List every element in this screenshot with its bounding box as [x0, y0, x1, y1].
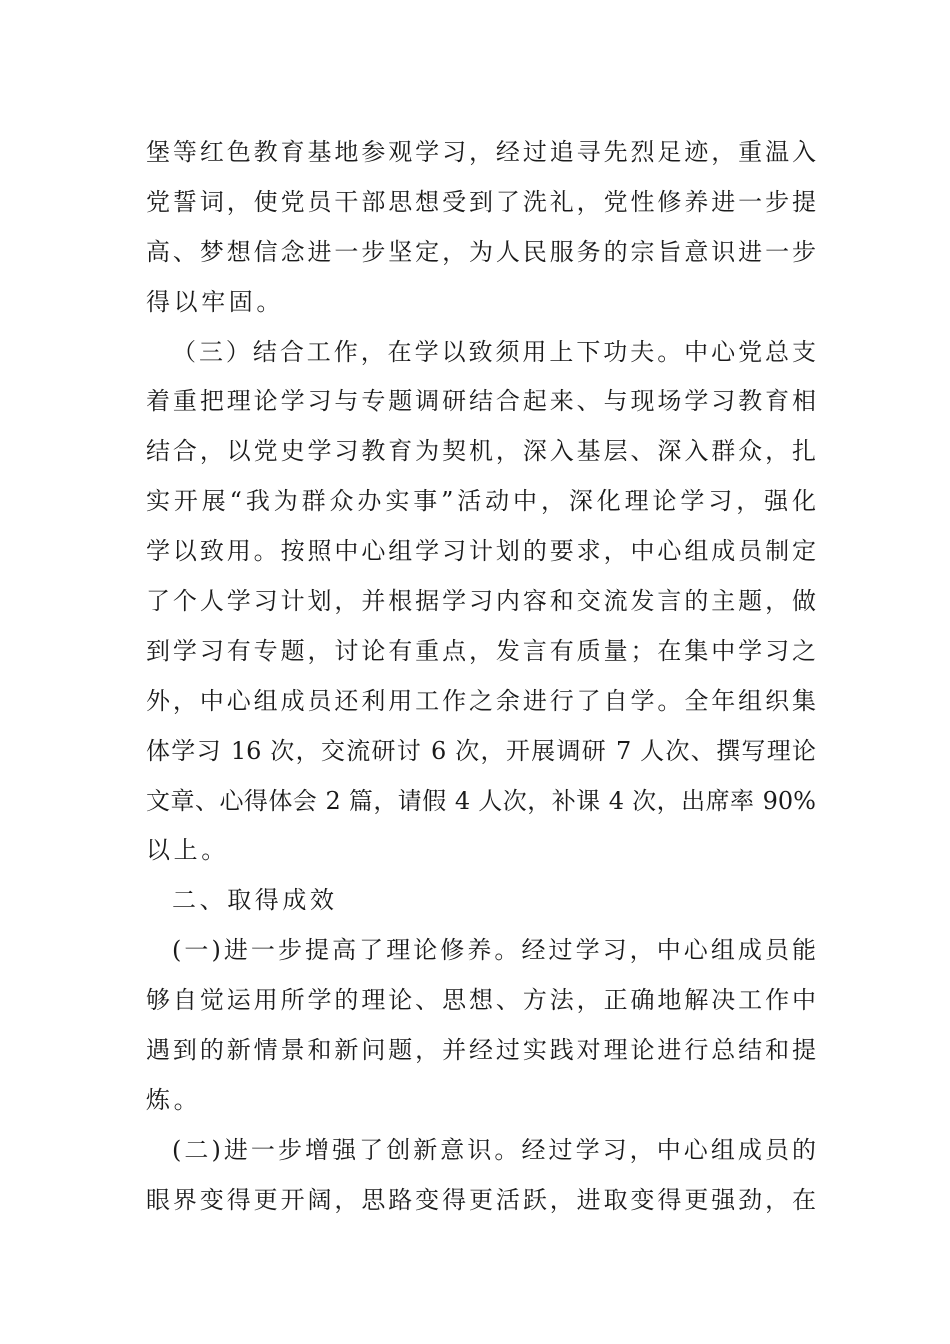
text-line: 了个人学习计划，并根据学习内容和交流发言的主题，做	[146, 587, 816, 616]
text-line: （三）结合工作，在学以致须用上下功夫。中心党总支	[172, 337, 816, 366]
text-line: (一)进一步提高了理论修养。经过学习，中心组成员能	[172, 936, 816, 965]
text-line: (二)进一步增强了创新意识。经过学习，中心组成员的	[172, 1135, 816, 1164]
text-line: 到学习有专题，讨论有重点，发言有质量；在集中学习之	[146, 636, 816, 665]
text-line: 够自觉运用所学的理论、思想、方法，正确地解决工作中	[146, 986, 816, 1015]
text-line: 党誓词，使党员干部思想受到了洗礼，党性修养进一步提	[146, 187, 816, 216]
text-line: 二、取得成效	[172, 886, 338, 915]
text-line: 结合，以党史学习教育为契机，深入基层、深入群众，扎	[146, 437, 816, 466]
text-line: 学以致用。按照中心组学习计划的要求，中心组成员制定	[146, 537, 816, 566]
text-line: 炼。	[146, 1085, 202, 1114]
text-line: 眼界变得更开阔，思路变得更活跃，进取变得更强劲，在	[146, 1185, 816, 1214]
text-line: 体学习 16 次，交流研讨 6 次，开展调研 7 人次、撰写理论	[146, 736, 816, 765]
text-line: 着重把理论学习与专题调研结合起来、与现场学习教育相	[146, 387, 816, 416]
text-line: 高、梦想信念进一步坚定，为人民服务的宗旨意识进一步	[146, 237, 816, 266]
text-line: 外，中心组成员还利用工作之余进行了自学。全年组织集	[146, 686, 816, 715]
text-line: 文章、心得体会 2 篇，请假 4 人次，补课 4 次，出席率 90%	[146, 786, 816, 815]
text-line: 遇到的新情景和新问题，并经过实践对理论进行总结和提	[146, 1036, 816, 1065]
text-line: 实开展“我为群众办实事”活动中，深化理论学习，强化	[146, 487, 816, 516]
text-line: 以上。	[146, 836, 229, 865]
text-line: 得以牢固。	[146, 287, 284, 316]
text-line: 堡等红色教育基地参观学习，经过追寻先烈足迹，重温入	[146, 138, 816, 166]
document-body	[146, 128, 816, 1226]
